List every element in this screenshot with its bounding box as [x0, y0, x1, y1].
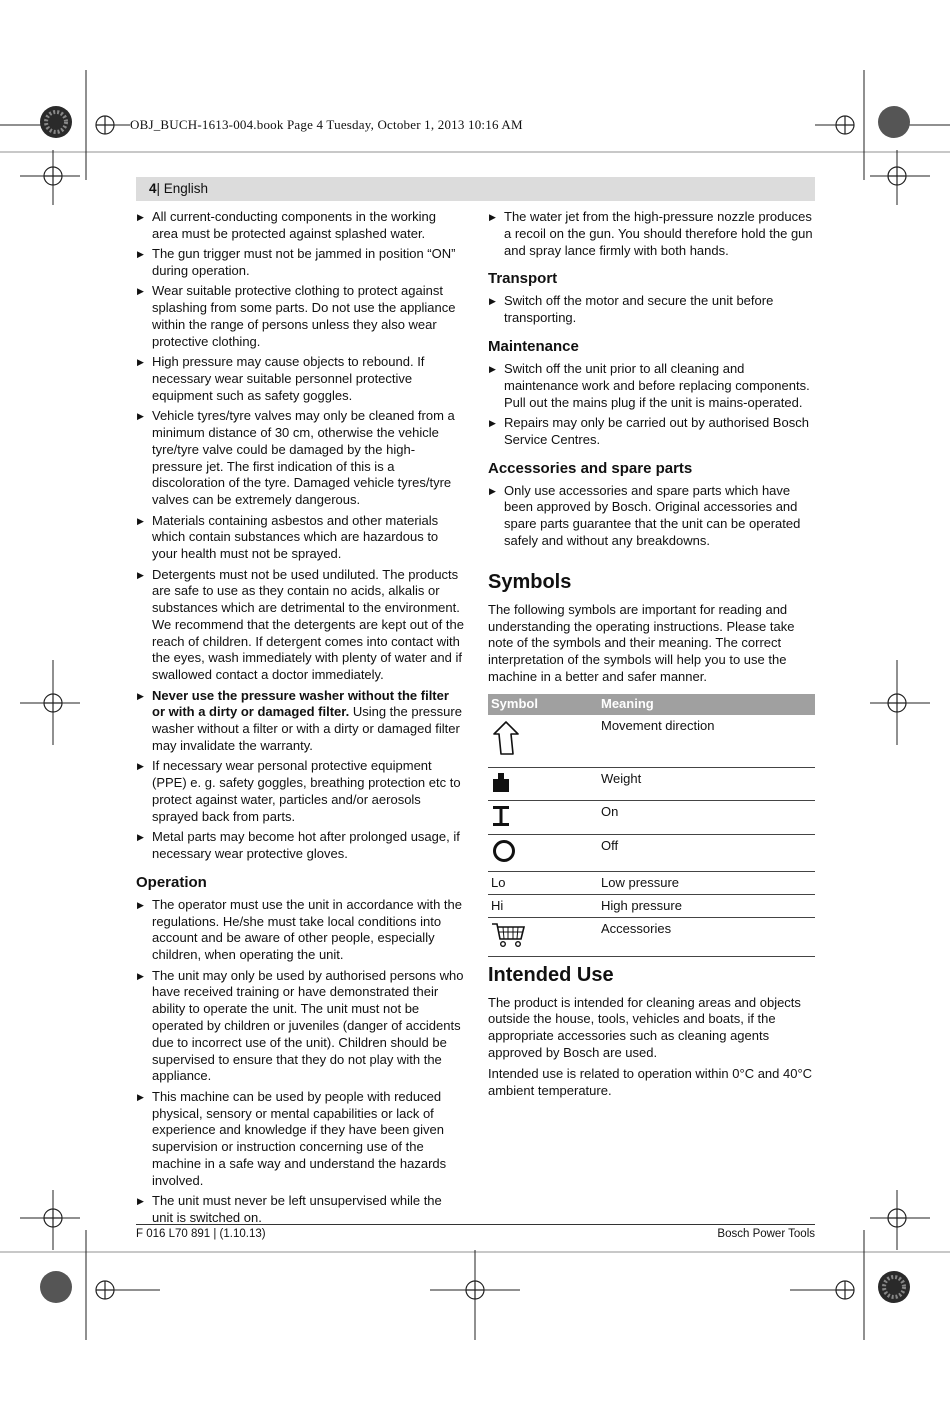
list-item: ▶ The operator must use the unit in accordance with the regulations. He/she must take local conditions into account and be aware of other people, especially children, when operating the unit. — [136, 897, 464, 964]
meaning-cell: Movement direction — [598, 715, 815, 768]
symbols-heading: Symbols — [488, 570, 572, 593]
intended-use-heading: Intended Use — [488, 963, 614, 986]
list-item: ▶ Repairs may only be carried out by authorised Bosch Service Centres. — [488, 415, 816, 449]
symbol-cell: Lo — [488, 872, 598, 895]
transport-list — [488, 293, 816, 327]
list-item: ▶ Metal parts may become hot after prolonged usage, if necessary wear protective gloves. — [136, 829, 464, 863]
col-symbol-header: Symbol — [488, 694, 598, 715]
table-row — [488, 800, 815, 835]
list-item: ▶ Detergents must not be used undiluted. The products are safe to use as they contain no acids, alkalis or substances which are detrimental to the environment. We recommend that the detergents are kept out of the reach of children. If detergent comes into contact with the eyes, wash immediately with plenty of water and if swallowed contact a doctor immediately. — [136, 567, 464, 685]
on-icon — [491, 804, 511, 828]
list-item: ▶ Wear suitable protective clothing to protect against splashing from some parts. Do not use the appliance within the range of persons unless they also wear protective clothing. — [136, 283, 464, 350]
table-row — [488, 872, 815, 895]
recoil-list — [488, 209, 816, 259]
meaning-cell: Accessories — [598, 917, 815, 956]
accessories-heading: Accessories and spare parts — [488, 459, 693, 477]
list-item: ▶ All current-conducting components in the working area must be protected against splashed water. — [136, 209, 464, 243]
meaning-cell: Off — [598, 835, 815, 872]
symbols-intro: The following symbols are important for reading and understanding the operating instructions. Please take note of the symbols and their meaning. The correct interpretation of the symbols will help you to use the machine in a better and safer manner. — [488, 601, 795, 684]
table-row — [488, 715, 815, 768]
page-section: | English — [156, 181, 209, 196]
operation-heading: Operation — [136, 873, 207, 891]
list-item: ▶ Vehicle tyres/tyre valves may only be cleaned from a minimum distance of 30 cm, otherwise the vehicle tyre/tyre valve could be damaged by the high-pressure jet. The first indication of this is a discoloration of the tyre. Damaged vehicle tyres/tyre valves can be extremely dangerous. — [136, 408, 464, 509]
accessories-list — [488, 483, 816, 550]
list-item-filter — [136, 688, 464, 755]
page-header — [136, 177, 815, 201]
list-item: ▶ If necessary wear personal protective equipment (PPE) e. g. safety goggles, breathing protection etc to protect against water, particles and/or aerosols sprayed back from parts. — [136, 758, 464, 825]
weight-icon — [491, 771, 511, 793]
table-header-row — [488, 694, 815, 715]
intended-use-p1: The product is intended for cleaning areas and objects outside the house, tools, vehicles and boats, if the appropriate accessories such as cleaning agents approved by Bosch are used. — [488, 994, 801, 1060]
page-footer — [136, 1224, 815, 1240]
list-item: ▶ Materials containing asbestos and other materials which contain substances which are hazardous to your health must not be sprayed. — [136, 513, 464, 563]
left-column — [136, 209, 464, 1230]
list-item: ▶ The unit may only be used by authorised persons who have received training or have demonstrated their ability to operate the unit. The unit must not be operated by children or juveniles (danger of accidents due to incorrect use of the unit). Children should be supervised to ensure that they do not play with the appliance. — [136, 968, 464, 1086]
right-column — [488, 209, 816, 1103]
transport-heading: Transport — [488, 270, 558, 288]
maintenance-heading: Maintenance — [488, 337, 579, 355]
symbols-table — [488, 694, 815, 957]
footer-brand: Bosch Power Tools — [717, 1228, 815, 1240]
meaning-cell: Weight — [598, 767, 815, 800]
table-row — [488, 767, 815, 800]
list-item: ▶ The gun trigger must not be jammed in position “ON” during operation. — [136, 246, 464, 280]
footer-doc-number: F 016 L70 891 | (1.10.13) — [136, 1228, 266, 1240]
col-meaning-header: Meaning — [598, 694, 815, 715]
maintenance-list — [488, 361, 816, 449]
operation-list — [136, 897, 464, 1227]
safety-list-1 — [136, 209, 464, 863]
list-item: ▶ Switch off the unit prior to all cleaning and maintenance work and before replacing components. Pull out the mains plug if the unit is mains-operated. — [488, 361, 816, 411]
list-item: ▶ This machine can be used by people with reduced physical, sensory or mental capabilities or lack of experience and knowledge if they have been given supervision or instruction concerning use of the machine in a safe way and understand the hazards involved. — [136, 1089, 464, 1190]
symbol-cell: Hi — [488, 894, 598, 917]
movement-arrow-icon — [491, 718, 521, 758]
list-item: ▶ The water jet from the high-pressure nozzle produces a recoil on the gun. You should therefore hold the gun and spray lance firmly with both hands. — [488, 209, 816, 259]
meaning-cell: Low pressure — [598, 872, 815, 895]
off-icon — [491, 838, 517, 864]
list-item: ▶ Switch off the motor and secure the unit before transporting. — [488, 293, 816, 327]
page-number: 4 — [149, 181, 157, 196]
list-item: ▶ Only use accessories and spare parts which have been approved by Bosch. Original accessories and spare parts guarantee that the unit can be operated safely and without any breakdowns. — [488, 483, 816, 550]
intended-use-p2: Intended use is related to operation within 0°C and 40°C ambient temperature. — [488, 1065, 813, 1098]
filter-warning-bold: Never use the pressure washer without the filter or with a dirty or damaged filter. — [152, 687, 449, 720]
filter-warning-text: Using the pressure washer without a filter or with a dirty or damaged filter may invalidate the warranty. — [152, 704, 462, 754]
list-item: ▶ High pressure may cause objects to rebound. If necessary wear suitable personnel protective equipment such as safety goggles. — [136, 354, 464, 404]
table-row — [488, 917, 815, 956]
print-header: OBJ_BUCH-1613-004.book Page 4 Tuesday, October 1, 2013 10:16 AM — [130, 117, 523, 132]
meaning-cell: On — [598, 800, 815, 835]
cart-icon — [491, 921, 527, 949]
table-row — [488, 835, 815, 872]
list-item: ▶ The unit must never be left unsupervised while the unit is switched on. — [136, 1193, 464, 1227]
table-row — [488, 894, 815, 917]
meaning-cell: High pressure — [598, 894, 815, 917]
